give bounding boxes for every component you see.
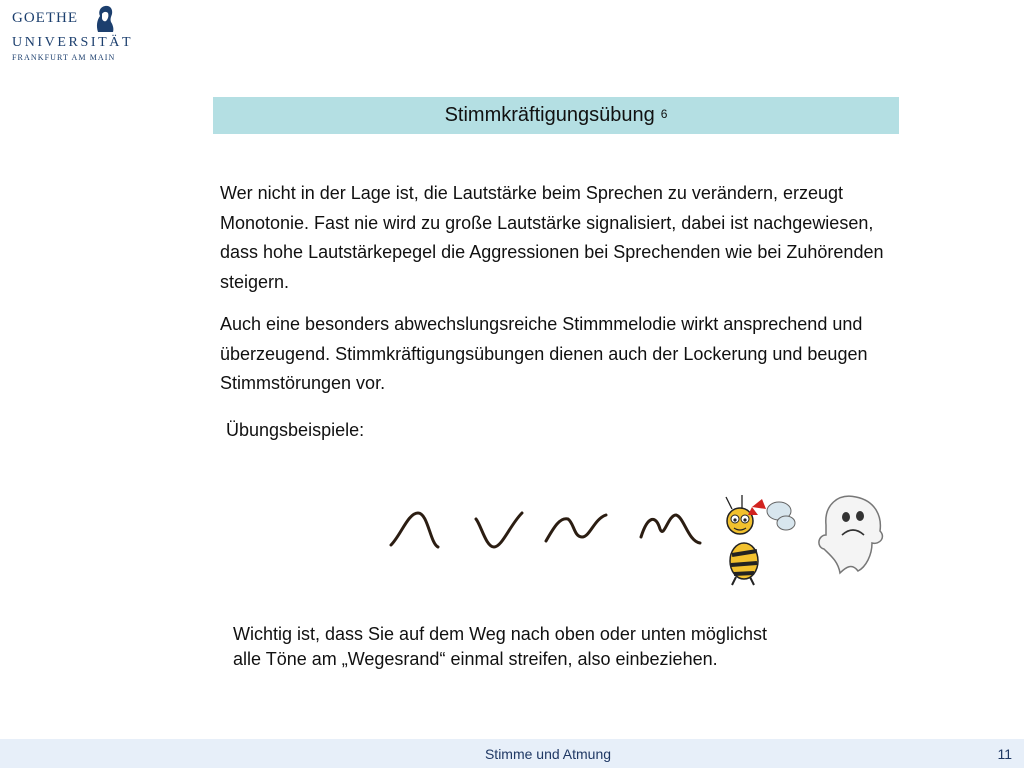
page-number: 11 — [997, 746, 1012, 762]
examples-label: Übungsbeispiele: — [226, 420, 365, 440]
note-line-1: Wichtig ist, dass Sie auf dem Weg nach oben oder unten möglichst — [233, 624, 767, 644]
footer-title: Stimme und Atmung — [484, 746, 612, 762]
logo-line-frankfurt: FRANKFURT AM MAIN — [12, 53, 116, 62]
ghost-icon — [819, 496, 883, 573]
university-logo — [12, 4, 134, 62]
bee-icon — [726, 495, 795, 585]
wave-up-down-icon — [391, 513, 438, 547]
logo-line-universitaet: UNIVERSITÄT — [12, 35, 134, 50]
note-text — [233, 622, 873, 672]
note-line-2: alle Töne am „Wegesrand“ einmal streifen, also einbeziehen. — [233, 649, 718, 669]
slide-title — [213, 97, 899, 134]
goethe-portrait-icon — [92, 4, 116, 34]
wave-down-up-icon — [476, 513, 522, 547]
paragraph-stimmmelodie: Auch eine besonders abwechslungsreiche Stimmmelodie wirkt ansprechend und überzeugend. Stimmkräftigungsübungen dienen auch der Lockerung und beugen Stimmstörungen vor. — [220, 314, 868, 393]
footer-bar — [0, 739, 1024, 768]
exercise-illustrations — [386, 485, 886, 590]
wave-up-down-up-down-icon — [641, 515, 700, 543]
slide-title-footnote: 6 — [660, 106, 668, 121]
paragraph-lautstaerke: Wer nicht in der Lage ist, die Lautstärke beim Sprechen zu verändern, erzeugt Monotonie. Fast nie wird zu große Lautstärke signalisiert, dabei ist nachgewiesen, dass hohe Lautstärkepegel die Aggressionen bei Sprechenden wie bei Zuhörenden steigern. — [220, 183, 884, 292]
wave-up-down-up-icon — [546, 515, 606, 541]
slide-title-text: Stimmkräftigungsübung — [444, 104, 655, 126]
logo-line-goethe: GOETHE — [12, 10, 78, 26]
